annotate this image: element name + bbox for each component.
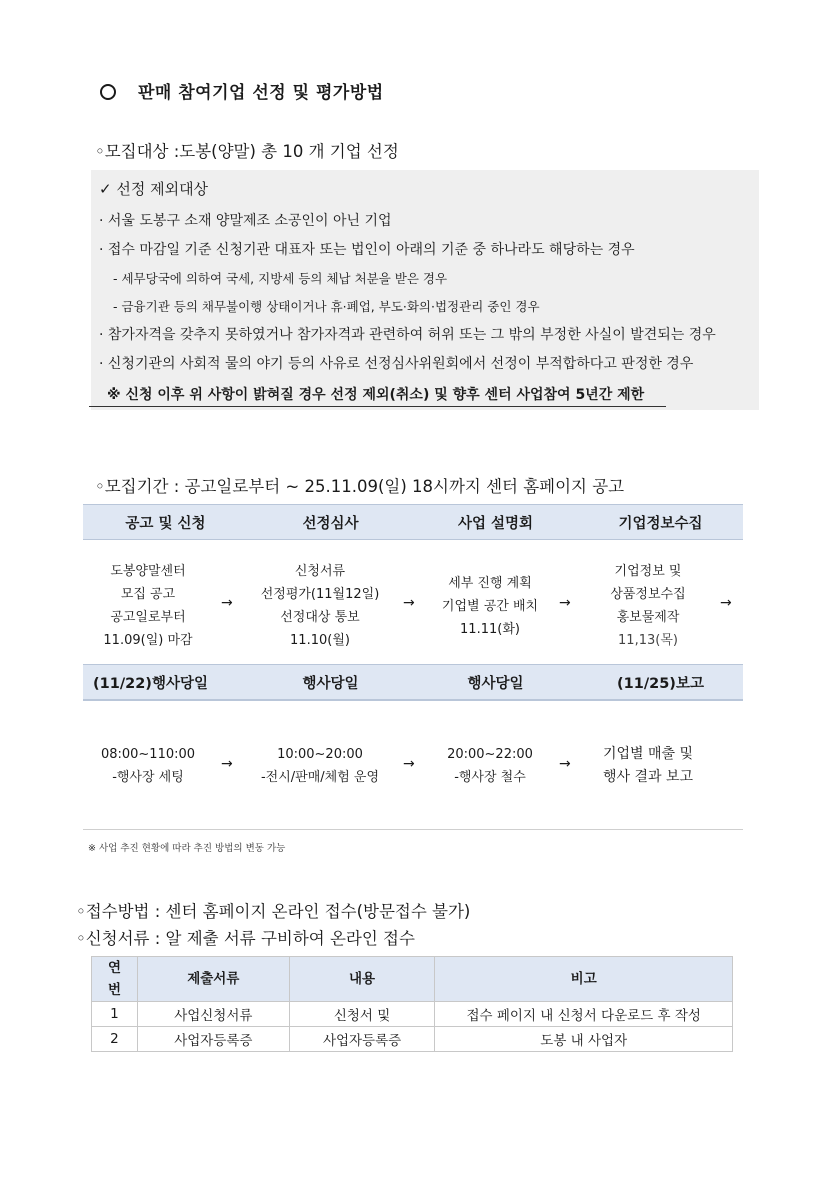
process-step: 기업별 매출 및 행사 결과 보고 [602,746,694,785]
table-cell: 접수 페이지 내 신청서 다운로드 후 작성 [435,1002,733,1027]
arrow-right-icon: → [221,595,233,611]
exclusion-item: · 신청기관의 사회적 물의 야기 등의 사유로 선정심사위원회에서 선정이 부적합하다고 판정한 경우 [99,356,694,372]
divider [83,700,743,701]
process-header-row-1 [83,504,743,540]
table-cell: 사업자등록증 [137,1027,289,1052]
recruit-period: ◦모집기간 : 공고일로부터 ~ 25.11.09(일) 18시까지 센터 홈페이지 공고 [95,477,625,496]
process-header: 행사당일 [302,675,359,692]
recruit-target: ◦모집대상 :도봉(양말) 총 10 개 기업 선정 [95,142,399,161]
table-cell: 도봉 내 사업자 [435,1027,733,1052]
exclusion-item: · 접수 마감일 기준 신청기관 대표자 또는 법인이 아래의 기준 중 하나라도 해당하는 경우 [99,242,635,258]
section-heading [100,78,384,103]
apply-docs: ◦신청서류 : 알 제출 서류 구비하여 온라인 접수 [76,929,415,948]
circle-bullet-icon [100,84,116,100]
arrow-right-icon: → [403,756,415,772]
arrow-right-icon: → [221,756,233,772]
column-header: 연 번 [92,957,138,1002]
process-header: 선정심사 [302,515,359,532]
arrow-right-icon: → [720,595,732,611]
process-step: 도봉양말센터 모집 공고 공고일로부터 11.09(일) 마감 [103,564,193,648]
process-header: (11/22)행사당일 [93,675,208,692]
process-header-row-2 [83,664,743,700]
section-heading-text: 판매 참여기업 선정 및 평가방법 [138,83,384,103]
apply-method: ◦접수방법 : 센터 홈페이지 온라인 접수(방문접수 불가) [76,902,471,921]
process-step: 신청서류 선정평가(11월12일) 선정대상 통보 11.10(월) [260,564,380,648]
exclusion-warning: ※ 신청 이후 위 사항이 밝혀질 경우 선정 제외(취소) 및 향후 센터 사업참여 5년간 제한 [89,384,666,407]
exclusion-subitem: - 금융기관 등의 채무불이행 상태이거나 휴·폐업, 부도·화의·법정관리 중인 경우 [113,299,540,314]
exclusion-box [91,170,759,410]
exclusion-title: ✓ 선정 제외대상 [99,180,209,198]
divider [83,829,743,830]
process-step: 08:00~110:00 -행사장 세팅 [100,747,196,785]
process-header: 공고 및 신청 [125,515,206,532]
process-header: 사업 설명회 [457,515,534,532]
exclusion-item: · 참가자격을 갖추지 못하였거나 참가자격과 관련하여 허위 또는 그 밖의 부정한 사실이 발견되는 경우 [99,327,716,343]
process-step: 20:00~22:00 -행사장 철수 [447,747,533,785]
table-cell: 신청서 및 [289,1002,435,1027]
process-step: 10:00~20:00 -전시/판매/체험 운영 [260,747,380,785]
documents-table [91,956,733,1052]
column-header: 내용 [289,957,435,1002]
arrow-right-icon: → [403,595,415,611]
exclusion-item: · 서울 도봉구 소재 양말제조 소공인이 아닌 기업 [99,213,392,229]
arrow-right-icon: → [559,595,571,611]
column-header: 비고 [435,957,733,1002]
table-header-row [92,957,733,1002]
table-cell: 사업신청서류 [137,1002,289,1027]
process-note: ※ 사업 추진 현황에 따라 추진 방법의 변동 가능 [88,843,286,854]
table-row [92,1027,733,1052]
exclusion-subitem: - 세무당국에 의하여 국세, 지방세 등의 체납 처분을 받은 경우 [113,271,448,286]
table-cell: 2 [92,1027,138,1052]
column-header: 제출서류 [137,957,289,1002]
arrow-right-icon: → [559,756,571,772]
process-header: (11/25)보고 [617,675,704,692]
table-row [92,1002,733,1027]
process-step: 세부 진행 계획 기업별 공간 배치 11.11(화) [441,576,539,637]
process-header: 행사당일 [467,675,524,692]
process-step: 기업정보 및 상품정보수집 홍보물제작 11,13(목) [610,564,686,648]
table-cell: 1 [92,1002,138,1027]
table-cell: 사업자등록증 [289,1027,435,1052]
process-header: 기업정보수집 [618,515,703,532]
